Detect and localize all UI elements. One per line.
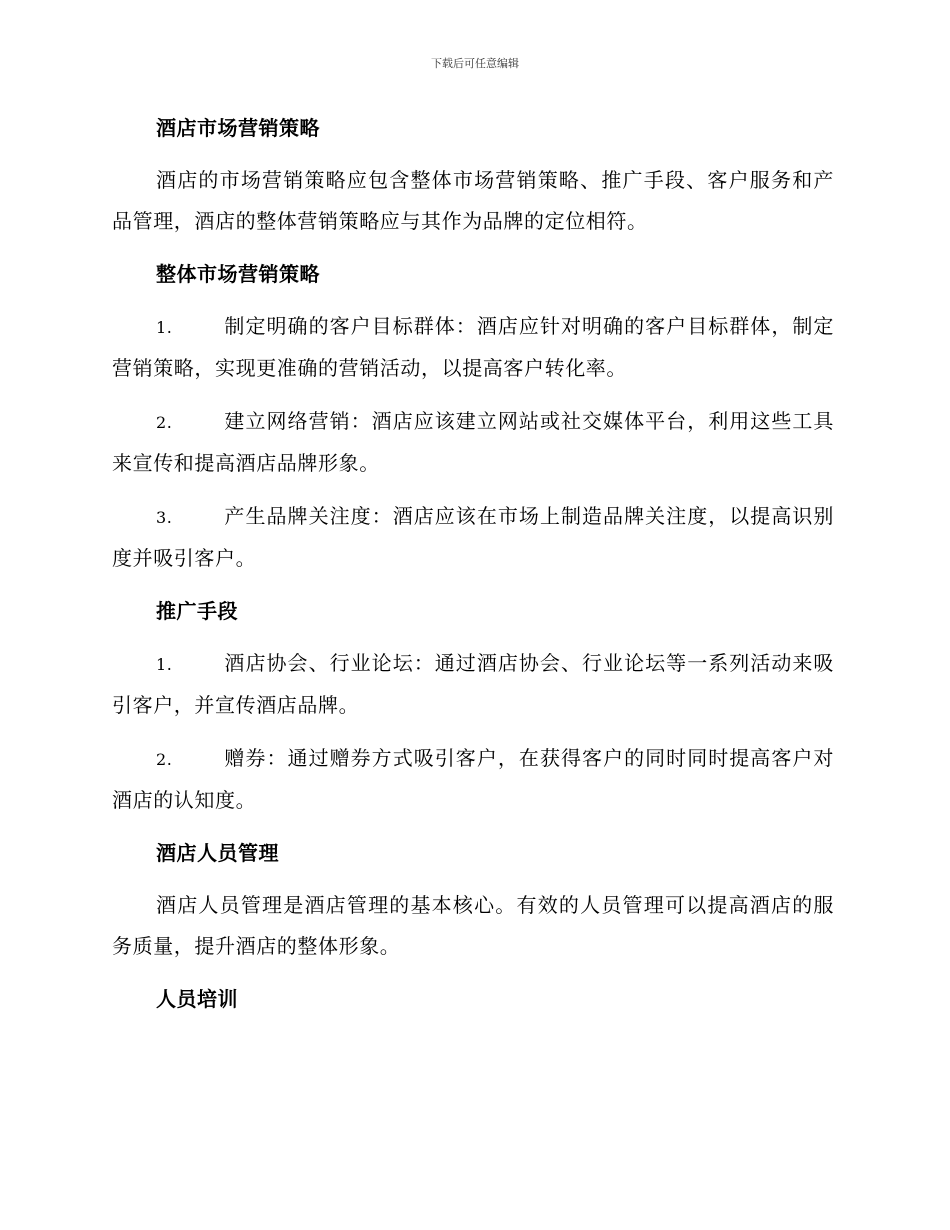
list-item	[112, 738, 834, 821]
list-item-text: 赠券：通过赠券方式吸引客户，在获得客户的同时同时提高客户对酒店的认知度。	[112, 746, 834, 812]
paragraph-staff-intro: 酒店人员管理是酒店管理的基本核心。有效的人员管理可以提高酒店的服务质量，提升酒店的整体形象。	[112, 893, 834, 958]
list-item-number: 2.	[156, 413, 173, 432]
list-item-number: 1.	[156, 655, 173, 674]
section-heading-staff-training: 人员培训	[156, 987, 238, 1011]
list-item	[112, 306, 834, 389]
section-heading-promotion: 推广手段	[156, 599, 238, 623]
list-item	[112, 401, 834, 484]
list-item-text: 制定明确的客户目标群体：酒店应针对明确的客户目标群体，制定营销策略，实现更准确的营销活动，以提高客户转化率。	[112, 314, 834, 380]
section-heading-staff-management: 酒店人员管理	[156, 841, 279, 865]
list-item-number: 1.	[156, 318, 173, 337]
document-body	[112, 108, 834, 1031]
section-heading-overall-strategy: 整体市场营销策略	[156, 262, 320, 286]
list-item-number: 3.	[156, 508, 173, 527]
list-item-number: 2.	[156, 750, 173, 769]
section-heading-marketing-strategy: 酒店市场营销策略	[156, 116, 320, 140]
list-item	[112, 496, 834, 579]
paragraph-intro: 酒店的市场营销策略应包含整体市场营销策略、推广手段、客户服务和产品管理，酒店的整体营销策略应与其作为品牌的定位相符。	[112, 168, 834, 233]
header-note: 下载后可任意编辑	[431, 57, 519, 70]
list-item-text: 产生品牌关注度：酒店应该在市场上制造品牌关注度，以提高识别度并吸引客户。	[112, 504, 834, 570]
list-item-text: 酒店协会、行业论坛：通过酒店协会、行业论坛等一系列活动来吸引客户，并宣传酒店品牌。	[112, 651, 834, 717]
list-item	[112, 643, 834, 726]
list-item-text: 建立网络营销：酒店应该建立网站或社交媒体平台，利用这些工具来宣传和提高酒店品牌形象。	[112, 409, 834, 475]
